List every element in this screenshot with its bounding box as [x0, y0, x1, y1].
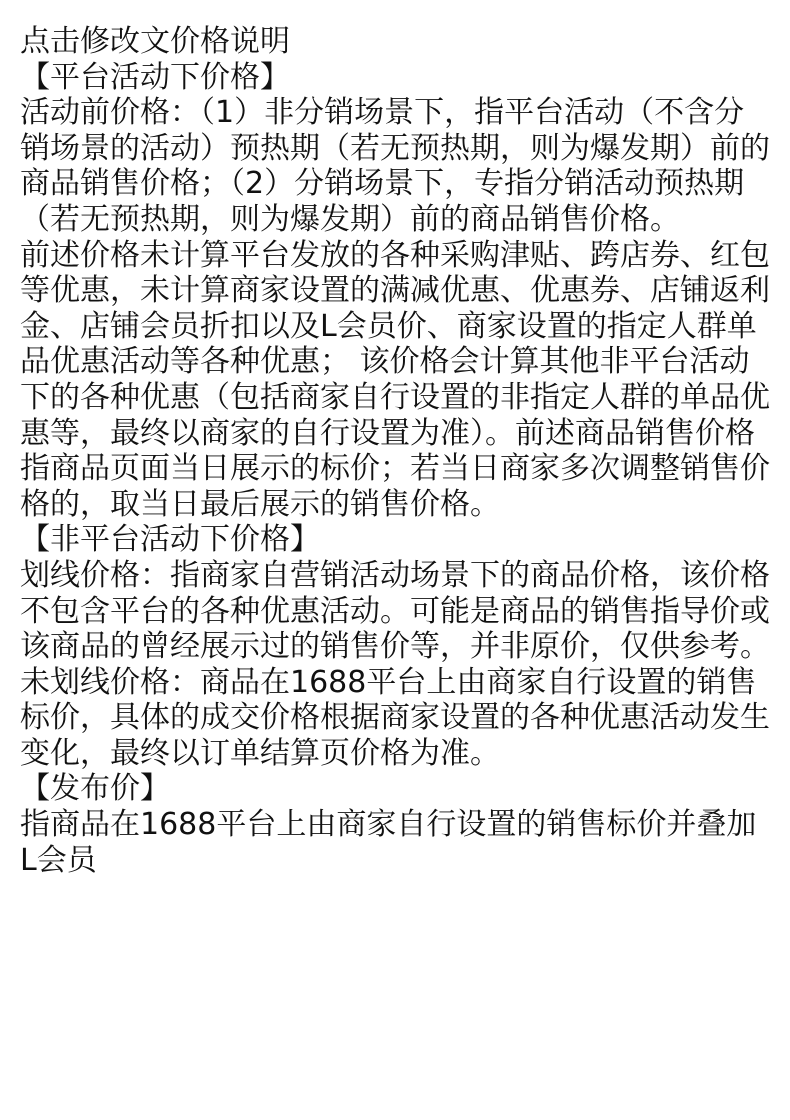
paragraph-published-price: 指商品在1688平台上由商家自行设置的销售标价并叠加L会员: [20, 807, 757, 878]
paragraph-strikethrough-price: 划线价格：指商家自营销活动场景下的商品价格，该价格不包含平台的各种优惠活动。可能是商品的销售指导价或该商品的曾经展示过的销售价等，并非原价，仅供参考。: [20, 557, 770, 665]
section-heading-non-platform-activity-price: 【非平台活动下价格】: [20, 522, 320, 558]
section-heading-published-price: 【发布价】: [20, 771, 170, 807]
paragraph-non-strikethrough-price: 未划线价格：商品在1688平台上由商家自行设置的销售标价，具体的成交价格根据商家设置的各种优惠活动发生变化，最终以订单结算页价格为准。: [20, 664, 770, 771]
paragraph-pre-activity-price: 活动前价格：（1）非分销场景下，指平台活动（不含分销场景的活动）预热期（若无预热期，则为爆发期）前的商品销售价格；（2）分销场景下，专指分销活动预热期（若无预热期，则为爆发期）前的商品销售价格。: [20, 95, 770, 237]
document-title: 点击修改文价格说明: [20, 24, 290, 59]
price-explanation-document: [20, 24, 772, 878]
paragraph-price-calculation-notes: 前述价格未计算平台发放的各种采购津贴、跨店券、红包等优惠，未计算商家设置的满减优惠、优惠券、店铺返利金、店铺会员折扣以及L会员价、商家设置的指定人群单品优惠活动等各种优惠； 该价格会计算其他非平台活动下的各种优惠（包括商家自行设置的非指定人群的单品优惠等，最终以商家的自行设置为准）。前述商品销售价格指商品页面当日展示的标价；若当日商家多次调整销售价格的，取当日最后展示的销售价格。: [20, 237, 770, 522]
section-heading-platform-activity-price: 【平台活动下价格】: [20, 59, 290, 95]
